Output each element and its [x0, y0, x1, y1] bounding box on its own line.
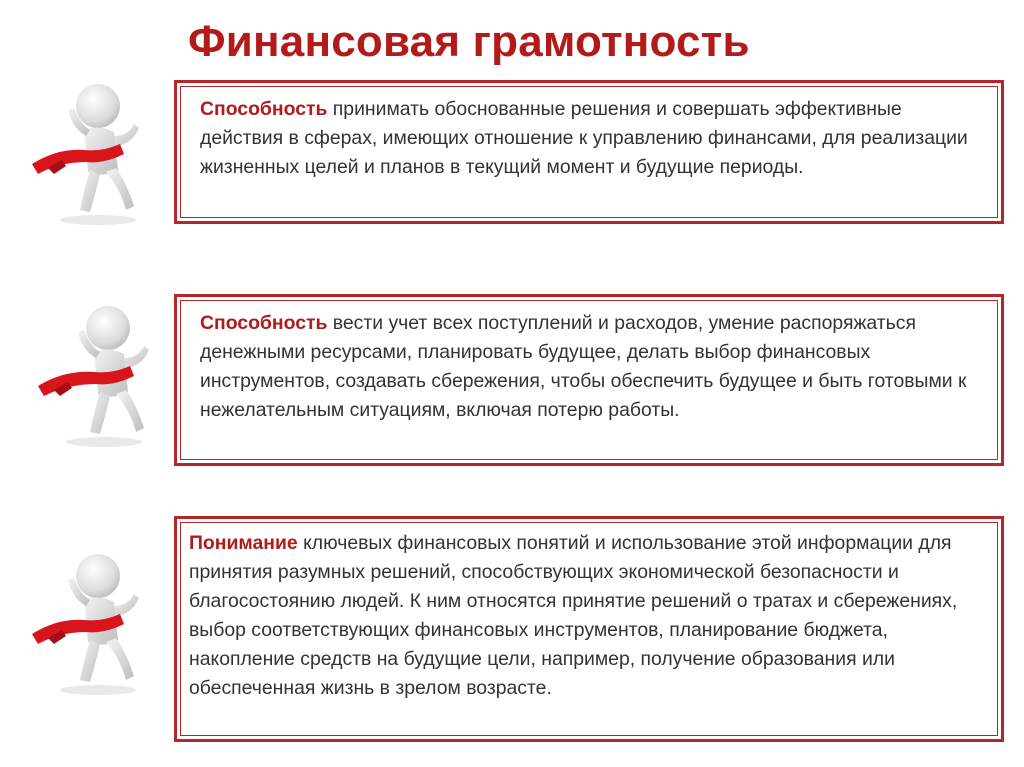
definition-card-2 — [174, 294, 1004, 466]
definition-card-inner — [180, 86, 998, 218]
runner-finish-ribbon-icon — [34, 300, 164, 450]
definition-card-3 — [174, 516, 1004, 742]
runner-finish-ribbon-icon — [28, 78, 158, 228]
page-title: Финансовая грамотность — [188, 17, 750, 66]
definition-card-inner — [180, 300, 998, 460]
definition-body: принимать обоснованные решения и совершать эффективные действия в сферах, имеющих отношение к управлению финансами, для реализации жизненных целей и планов в текущий момент и будущие периоды. — [200, 98, 968, 178]
definition-lead-word: Способность — [200, 98, 328, 120]
runner-finish-ribbon-icon — [28, 548, 158, 698]
definition-text — [189, 529, 989, 703]
definition-text — [200, 95, 989, 182]
definition-text — [200, 309, 989, 425]
definition-body: ключевых финансовых понятий и использование этой информации для принятия разумных решений, способствующих экономической безопасности и благосостоянию людей. К ним относятся принятие решений о тратах и сбережениях, выбор соответствующих финансовых инструментов, планирование бюджета, накопление средств на будущие цели, например, получение образования или обеспеченная жизнь в зрелом возрасте. — [189, 532, 958, 699]
definition-card-1 — [174, 80, 1004, 224]
definition-card-inner — [180, 522, 998, 736]
definition-lead-word: Способность — [200, 312, 328, 334]
definition-lead-word: Понимание — [189, 532, 298, 554]
definition-body: вести учет всех поступлений и расходов, умение распоряжаться денежными ресурсами, планировать будущее, делать выбор финансовых инструментов, создавать сбережения, чтобы обеспечить будущее и быть готовыми к нежелательным ситуациям, включая потерю работы. — [200, 312, 967, 421]
